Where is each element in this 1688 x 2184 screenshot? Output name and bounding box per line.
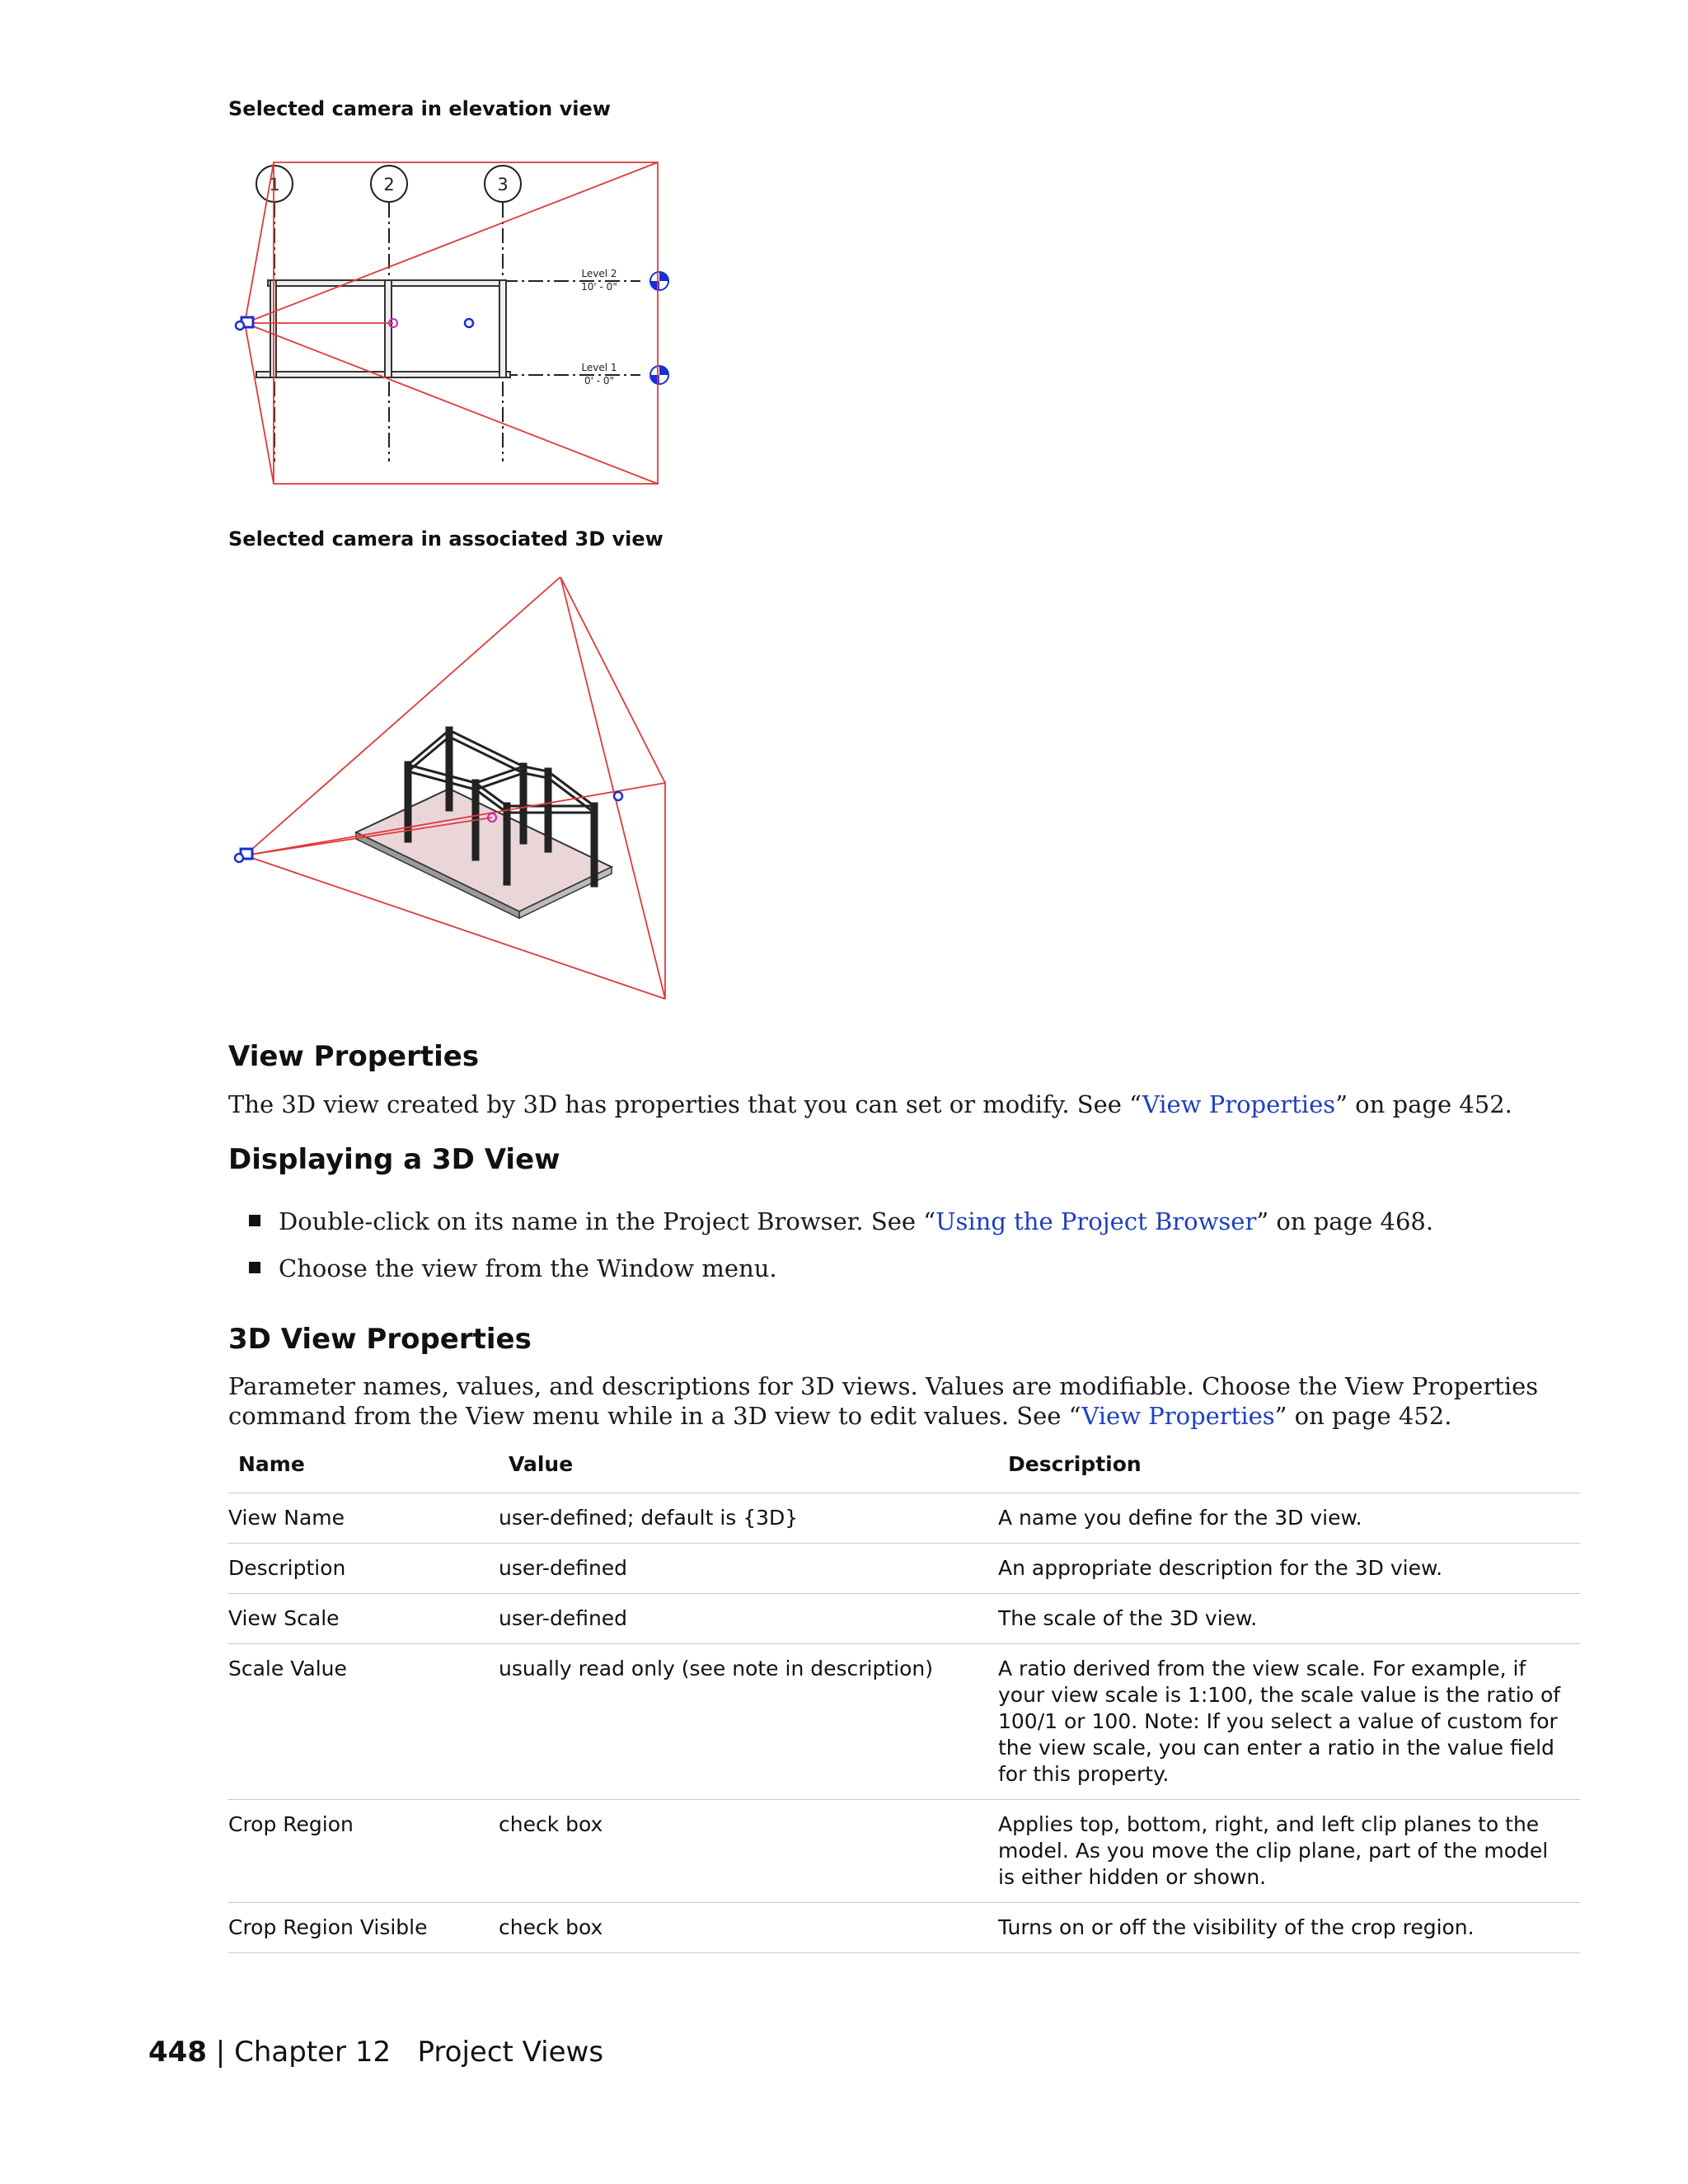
level-1-elevation: 0' - 0" [584,375,615,387]
cell-description: A name you define for the 3D view. [998,1493,1580,1544]
column-header-name: Name [228,1444,499,1493]
table-row [228,1903,1580,1953]
column-header-value: Value [499,1444,998,1493]
cell-name: View Scale [228,1594,499,1644]
view-properties-text-after: ” on page 452. [1335,1090,1512,1118]
bullet-text-before: Double-click on its name in the Project Browser. See “ [279,1207,936,1235]
cell-name: View Name [228,1493,499,1544]
3d-view-properties-paragraph [228,1371,1580,1431]
view-properties-link[interactable]: View Properties [1142,1090,1336,1118]
cell-value: check box [499,1903,998,1953]
view-properties-paragraph [228,1090,1580,1119]
chapter-title: Project Views [417,2036,604,2069]
cell-name: Description [228,1544,499,1594]
grid-label-1: 1 [269,175,280,194]
grid-label-3: 3 [497,175,509,194]
cell-description: An appropriate description for the 3D view. [998,1544,1580,1594]
heading-displaying-3d-view: Displaying a 3D View [228,1143,560,1176]
figure-caption-elevation: Selected camera in elevation view [228,97,611,120]
3d-props-text-before: Parameter names, values, and descriptions for 3D views. Values are modifiable. Choose the View Properties command from the View menu while in a 3D view to edit values. See “ [228,1372,1539,1430]
table-row [228,1800,1580,1903]
bullet-text: Choose the view from the Window menu. [279,1254,777,1282]
table-header-row [228,1444,1580,1493]
chapter-label: Chapter 12 [234,2036,392,2069]
3d-props-view-properties-link[interactable]: View Properties [1081,1402,1275,1430]
cell-name: Crop Region [228,1800,499,1903]
camera-icon[interactable] [236,317,253,330]
camera-view-cone-3d[interactable] [245,577,665,999]
heading-3d-view-properties: 3D View Properties [228,1323,532,1356]
floor-slab [356,789,612,918]
cell-description: The scale of the 3D view. [998,1594,1580,1644]
camera-view-cone[interactable] [245,162,658,484]
project-browser-link[interactable]: Using the Project Browser [935,1207,1257,1235]
table-row [228,1493,1580,1544]
3d-view-figure [228,577,690,1014]
cell-value: user-defined; default is {3D} [499,1493,998,1544]
bullet-item-window-menu [249,1254,777,1283]
bullet-item-project-browser [249,1207,1433,1236]
view-properties-text-before: The 3D view created by 3D has properties that you can set or modify. See “ [228,1090,1142,1118]
elevation-view-figure [228,148,690,486]
cell-name: Scale Value [228,1644,499,1800]
frame-structure [256,280,510,377]
cell-description: Turns on or off the visibility of the crop region. [998,1903,1580,1953]
table-row [228,1644,1580,1800]
cell-description: Applies top, bottom, right, and left clip planes to the model. As you move the clip plane, part of the model is either hidden or shown. [998,1800,1580,1903]
level-2-elevation: 10' - 0" [581,281,617,293]
figure-caption-3d: Selected camera in associated 3D view [228,527,663,551]
cell-value: usually read only (see note in description) [499,1644,998,1800]
cell-value: user-defined [499,1594,998,1644]
grid-label-2: 2 [383,175,395,194]
grid-bubble-3[interactable] [485,166,521,202]
3d-view-properties-table [228,1444,1580,1953]
footer-separator: | [215,2036,226,2069]
cell-description: A ratio derived from the view scale. For example, if your view scale is 1:100, the scale value is the ratio of 100/1 or 100. Note: If you select a value of custom for the view scale, you can enter a ratio in the value field for this property. [998,1644,1580,1800]
level-2-name: Level 2 [581,268,617,279]
cell-name: Crop Region Visible [228,1903,499,1953]
grid-bubble-2[interactable] [371,166,407,202]
grid-bubble-1[interactable] [256,166,293,202]
page-footer [148,2036,603,2069]
camera-icon-3d[interactable] [235,849,252,862]
table-row [228,1544,1580,1594]
bullet-square-icon [249,1262,260,1273]
3d-props-text-after: ” on page 452. [1274,1402,1452,1430]
cell-value: check box [499,1800,998,1903]
page-number: 448 [148,2036,207,2069]
far-clip-control-icon-3d[interactable] [614,792,622,800]
level-1-name: Level 1 [581,362,617,373]
bullet-square-icon [249,1215,260,1226]
table-row [228,1594,1580,1644]
cell-value: user-defined [499,1544,998,1594]
bullet-text-after: ” on page 468. [1256,1207,1434,1235]
heading-view-properties: View Properties [228,1040,480,1073]
far-clip-control-icon[interactable] [465,319,473,327]
column-header-description: Description [998,1444,1580,1493]
